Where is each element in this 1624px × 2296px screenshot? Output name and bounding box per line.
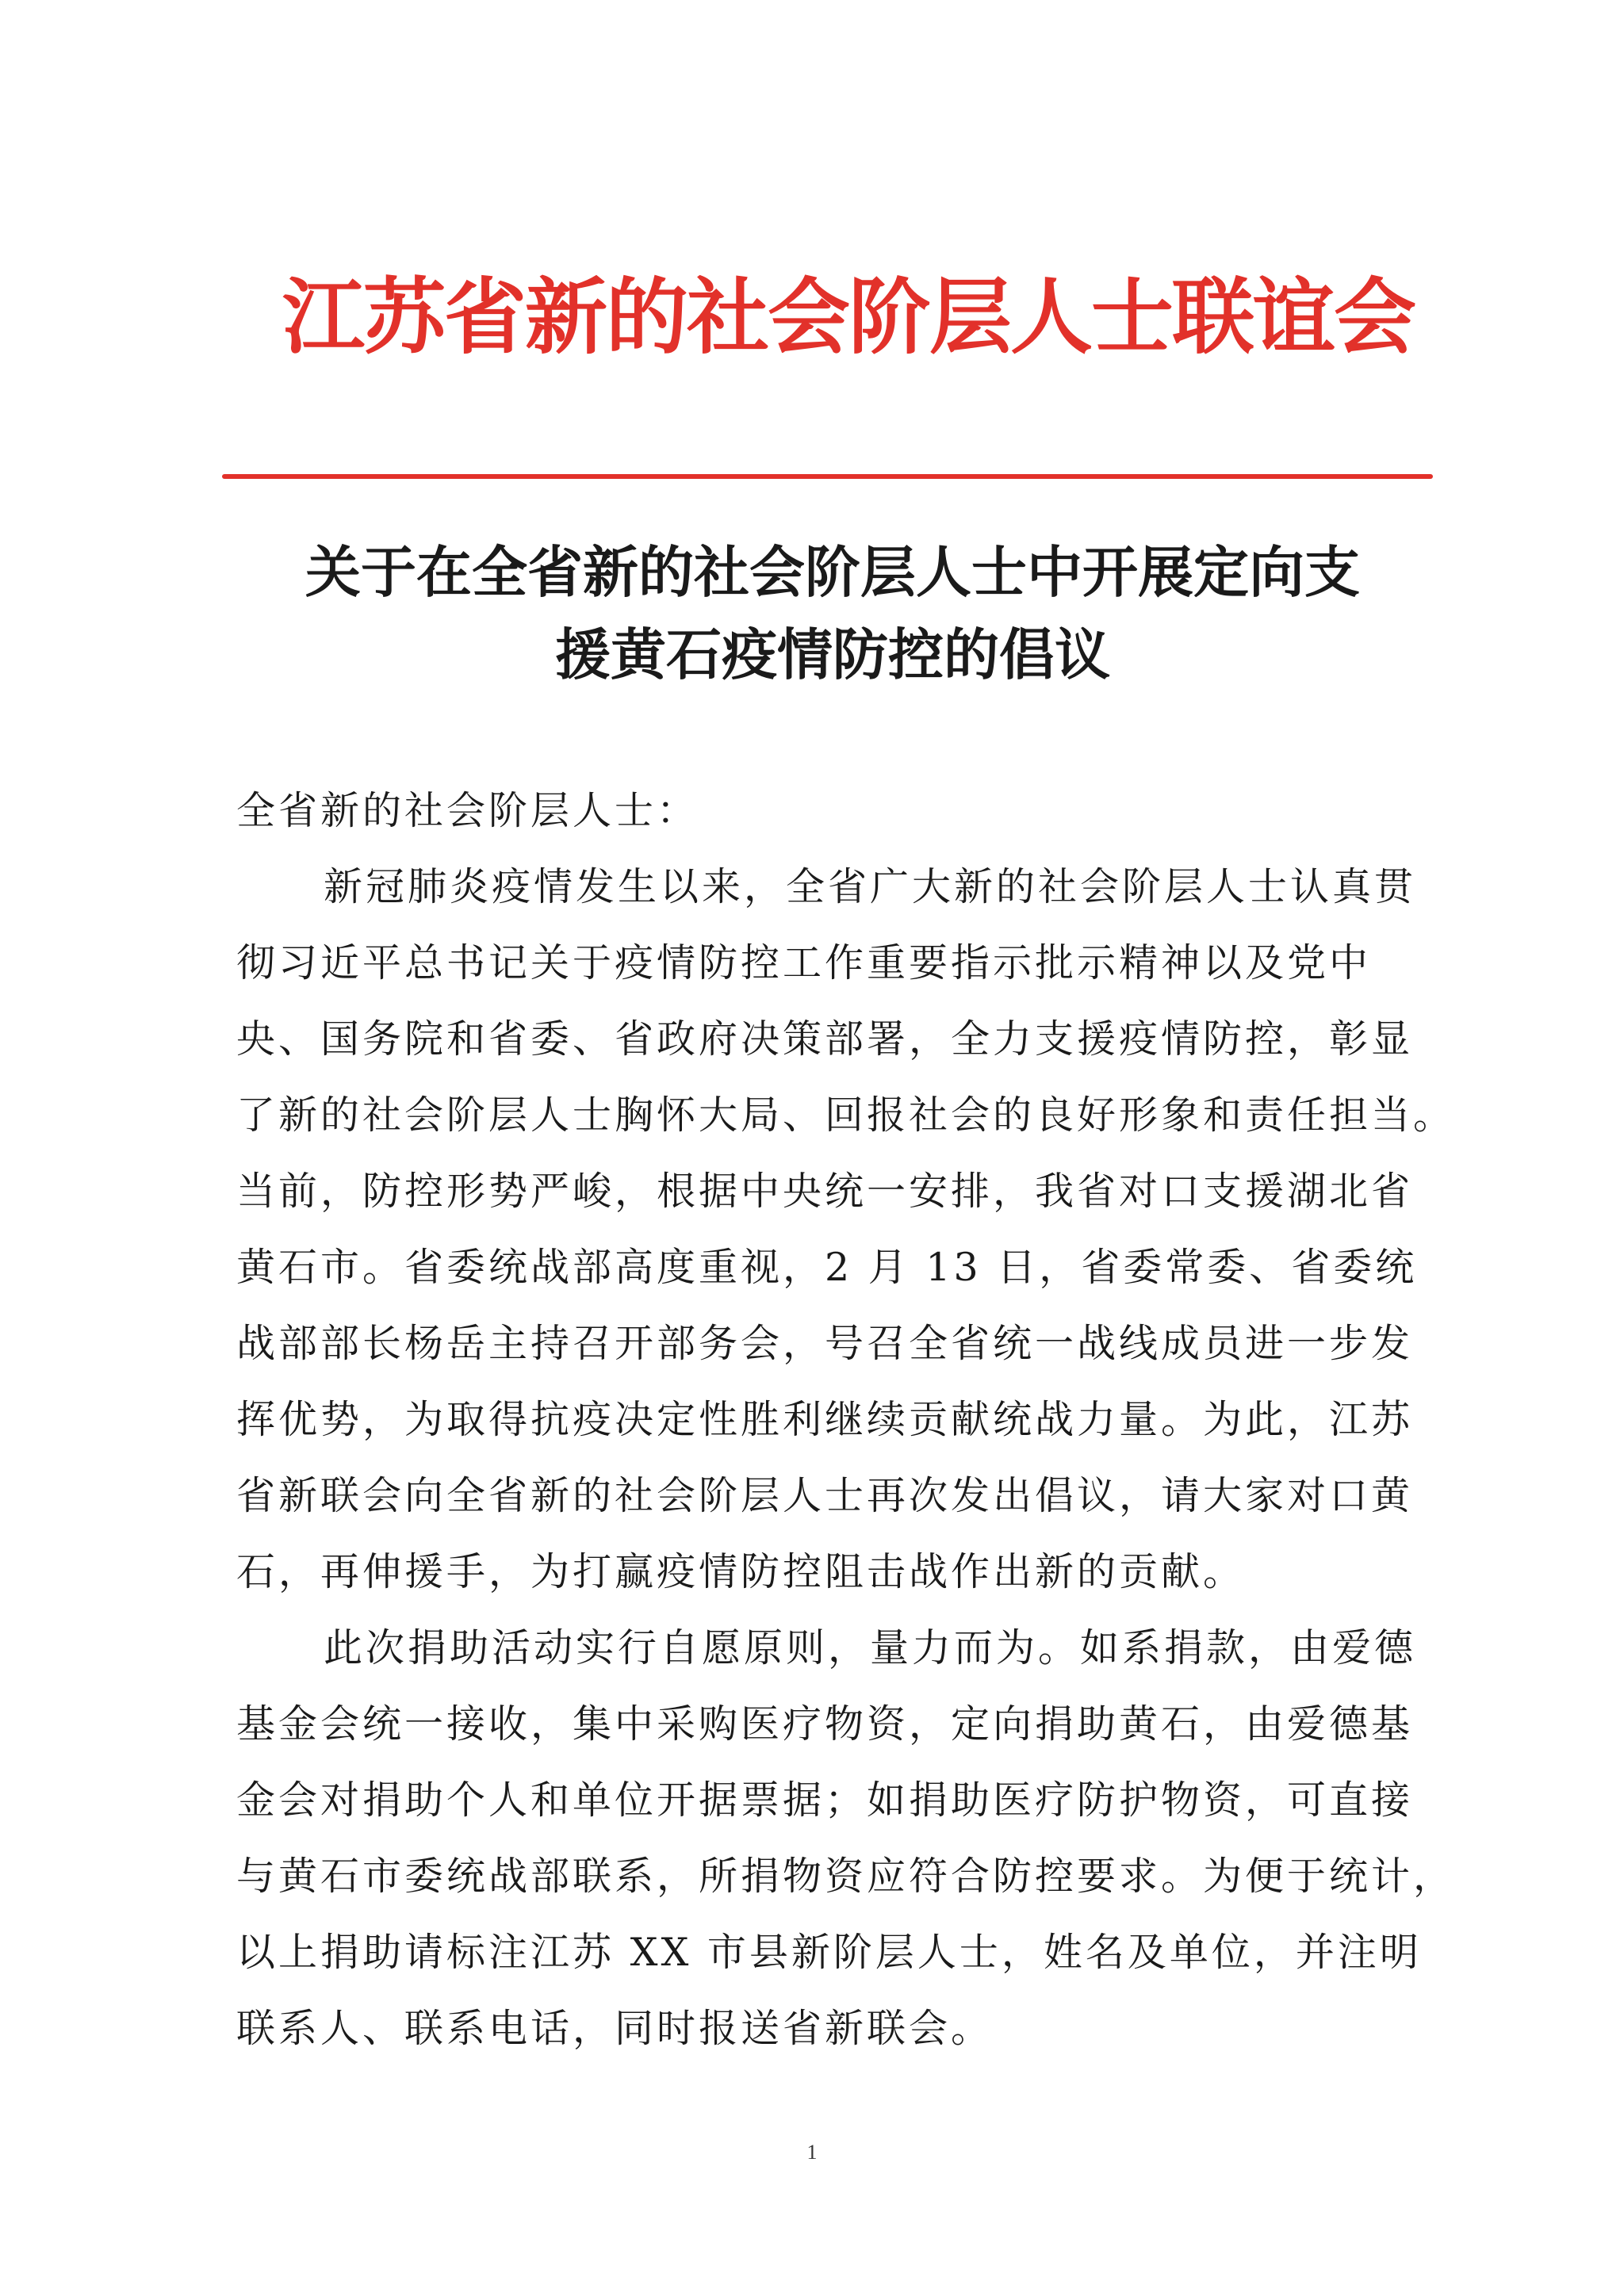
paragraph-2-line: 此次捐助活动实行自愿原则，量力而为。如系捐款，由爱德 bbox=[324, 1625, 1417, 1670]
paragraph-2-line: 基金会统一接收，集中采购医疗物资，定向捐助黄石，由爱德基 bbox=[236, 1701, 1414, 1747]
page-number: 1 bbox=[806, 2141, 818, 2164]
document-title-line-2: 援黄石疫情防控的倡议 bbox=[555, 622, 1110, 687]
paragraph-2-line: 金会对捐助个人和单位开据票据；如捐助医疗防护物资，可直接 bbox=[236, 1777, 1414, 1823]
document-title bbox=[238, 531, 1427, 696]
paragraph-1-line: 省新联会向全省新的社会阶层人士再次发出倡议，请大家对口黄 bbox=[236, 1473, 1414, 1518]
paragraph-1-line: 央、国务院和省委、省政府决策部署，全力支援疫情防控，彰显 bbox=[236, 1016, 1414, 1062]
paragraph-2-line: 以上捐助请标注江苏 XX 市县新阶层人士，姓名及单位，并注明 bbox=[236, 1930, 1422, 1975]
paragraph-1-line: 黄石市。省委统战部高度重视，2 月 13 日，省委常委、省委统 bbox=[236, 1245, 1418, 1290]
paragraph-1-line: 战部部长杨岳主持召开部务会，号召全省统一战线成员进一步发 bbox=[236, 1321, 1414, 1366]
paragraph-1-line: 挥优势，为取得抗疫决定性胜利继续贡献统战力量。为此，江苏 bbox=[236, 1397, 1414, 1442]
paragraph-1-line: 彻习近平总书记关于疫情防控工作重要指示批示精神以及党中 bbox=[236, 940, 1372, 985]
paragraph-1-line: 石，再伸援手，为打赢疫情防控阻击战作出新的贡献。 bbox=[236, 1549, 1246, 1594]
salutation: 全省新的社会阶层人士： bbox=[236, 788, 699, 833]
paragraph-2-line: 与黄石市委统战部联系，所捐物资应符合防控要求。为便于统计， bbox=[236, 1854, 1456, 1899]
document-title-line-1: 关于在全省新的社会阶层人士中开展定向支 bbox=[305, 539, 1360, 605]
letterhead-org-name: 江苏省新的社会阶层人士联谊会 bbox=[282, 268, 1415, 365]
document-body bbox=[236, 773, 1456, 2067]
paragraph-2-line: 联系人、联系电话，同时报送省新联会。 bbox=[236, 2006, 994, 2051]
paragraph-1-line: 当前，防控形势严峻，根据中央统一安排，我省对口支援湖北省 bbox=[236, 1169, 1414, 1214]
paragraph-1-line: 了新的社会阶层人士胸怀大局、回报社会的良好形象和责任担当。 bbox=[236, 1093, 1456, 1138]
paragraph-1-line: 新冠肺炎疫情发生以来，全省广大新的社会阶层人士认真贯 bbox=[324, 864, 1417, 909]
letterhead-red-rule bbox=[222, 474, 1433, 479]
